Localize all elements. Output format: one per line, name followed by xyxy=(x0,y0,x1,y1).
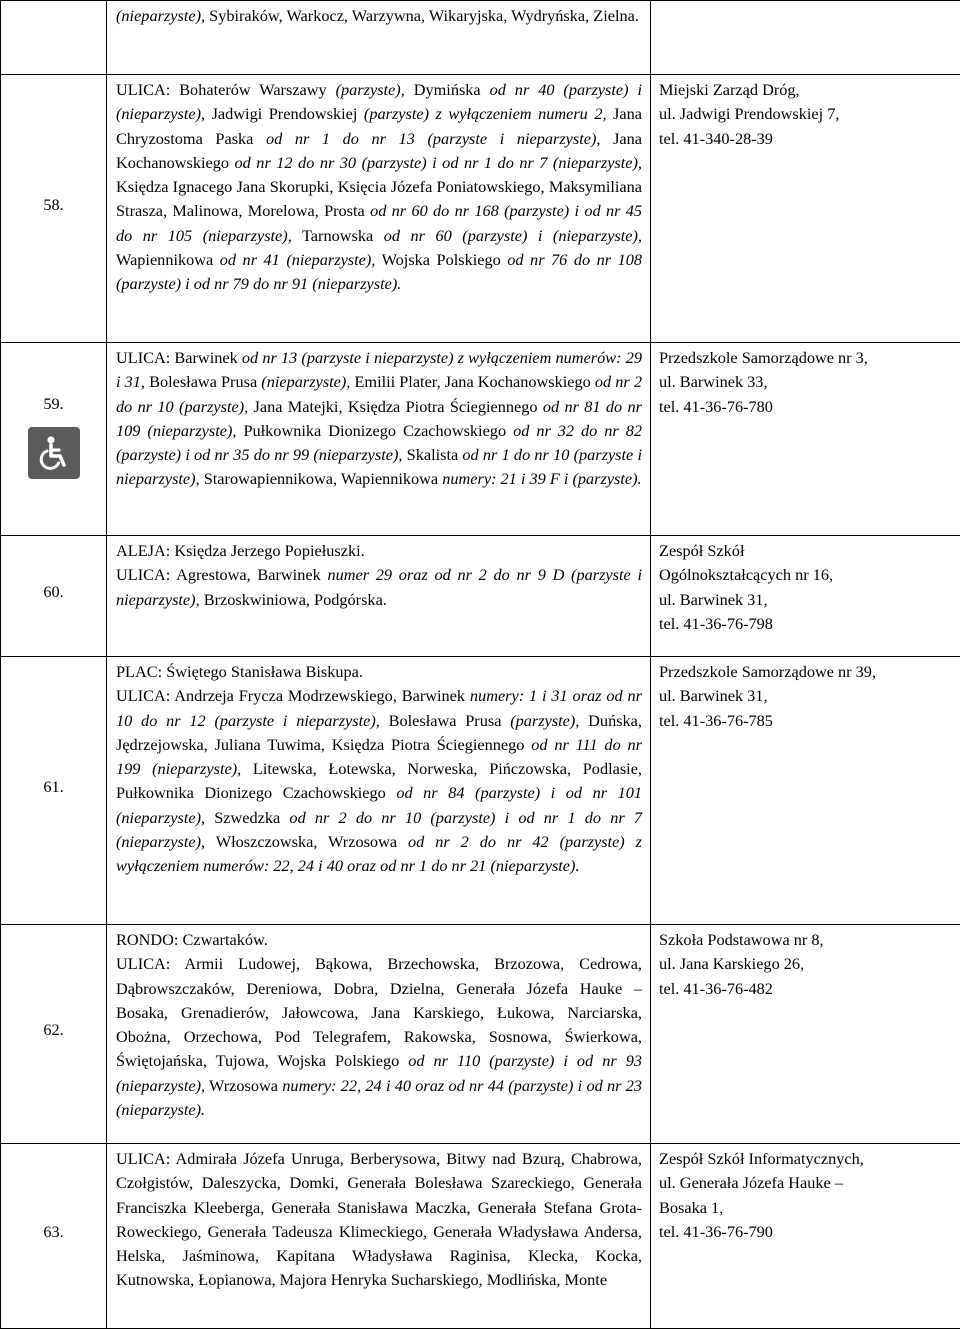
street-names-text: Księdza Jerzego Popiełuszki. xyxy=(170,541,364,560)
street-names-text: Wojska Polskiego xyxy=(375,250,507,269)
polling-station-line: tel. 41-36-76-790 xyxy=(659,1220,954,1244)
row-number-cell xyxy=(1,657,107,925)
street-names-text: Świętego Stanisława Biskupa. xyxy=(162,662,363,681)
streets-cell xyxy=(107,1,651,75)
street-names-text: Czwartaków. xyxy=(178,930,267,949)
polling-station-cell xyxy=(651,925,960,1144)
street-names-text: Duńska, Jędrzejowska, Juliana Tuwima, Księdza Piotra Ściegiennego xyxy=(116,711,642,754)
street-names-text: Pułkownika Dionizego Czachowskiego xyxy=(236,421,513,440)
row-number: 59. xyxy=(43,392,63,416)
address-range-text: od nr 84 (parzyste) i od nr 101 (nieparzyste), xyxy=(116,783,642,826)
streets-cell xyxy=(107,1144,651,1329)
address-range-text: numery: 1 i 31 oraz od nr 10 do nr 12 (parzyste i nieparzyste), xyxy=(116,686,642,729)
street-names-text: Armii Ludowej, Bąkowa, Brzechowska, Brzozowa, Cedrowa, Dąbrowszczaków, Dereniowa, Dobra, Dzielna, Generała Józefa Hauke – Bosaka, Grenadierów, Jałowcowa, Jana Karskiego, Łukowa, Narciarska, Obożna, Orzechowa, Pod Telegrafem, Rakowska, Sosnowa, Świerkowa, Świętojańska, Tujowa, Wojska Polskiego xyxy=(116,954,642,1070)
address-range-text: numer 29 oraz od nr 2 do nr 9 D (parzyste i nieparzyste), xyxy=(116,565,642,608)
street-names-text: Księdza Ignacego Jana Skorupki, Księcia Józefa Poniatowskiego, Maksymiliana Strasza, Malinowa, Morelowa, Prosta xyxy=(116,177,642,220)
address-range-text: od nr 13 (parzyste i nieparzyste) z wyłączeniem numerów: 29 i 31, xyxy=(116,348,642,391)
polling-station-line: tel. 41-36-76-780 xyxy=(659,395,954,419)
street-names-text: Admirała Józefa Unruga, Berberysowa, Bitwy nad Bzurą, Chabrowa, Czołgistów, Daleszycka, Domki, Generała Bolesława Szareckiego, Generała Franciszka Kleeberga, Generała Stanisława Maczka, Generała Stefana Grota-Roweckiego, Generała Tadeusza Klimeckiego, Generała Władysława Andersa, Helska, Jaśminowa, Kapitana Władysława Raginisa, Klecka, Kocka, Kutnowska, Łopianowa, Majora Henryka Sucharskiego, Modlińska, Monte xyxy=(116,1149,642,1289)
polling-station-line: Zespół Szkół xyxy=(659,539,954,563)
row-number: 60. xyxy=(43,580,63,604)
row-number-wrapper xyxy=(7,580,100,604)
district-table-body xyxy=(1,1,960,1329)
street-names-text: Andrzeja Frycza Modrzewskiego, Barwinek xyxy=(170,686,470,705)
row-number-wrapper xyxy=(7,775,100,799)
polling-station-cell xyxy=(651,657,960,925)
table-row xyxy=(1,75,960,343)
address-range-text: od nr 111 do nr 199 (nieparzyste), xyxy=(116,735,642,778)
table-row xyxy=(1,536,960,657)
street-names-text: Włoszczowska, Wrzosowa xyxy=(205,832,408,851)
polling-station-line: Zespół Szkół Informatycznych, xyxy=(659,1147,954,1171)
row-number: 63. xyxy=(43,1220,63,1244)
streets-cell xyxy=(107,75,651,343)
street-names-text: Brzoskwiniowa, Podgórska. xyxy=(200,590,387,609)
polling-station-line: tel. 41-36-76-482 xyxy=(659,977,954,1001)
row-number: 58. xyxy=(43,193,63,217)
row-number-wrapper xyxy=(7,1018,100,1042)
row-number: 61. xyxy=(43,775,63,799)
polling-station-cell xyxy=(651,343,960,536)
address-range-text: od nr 12 do nr 30 (parzyste) i od nr 1 do nr 7 (nieparzyste), xyxy=(235,153,642,172)
street-names-text: Szwedzka xyxy=(205,808,289,827)
streets-cell xyxy=(107,536,651,657)
streets-cell xyxy=(107,925,651,1144)
polling-station-line: Przedszkole Samorządowe nr 39, xyxy=(659,660,954,684)
streets-cell xyxy=(107,343,651,536)
street-names-text: Bolesława Prusa xyxy=(145,372,261,391)
street-names-text: Wrzosowa xyxy=(205,1076,282,1095)
row-number-cell xyxy=(1,1,107,75)
polling-station-cell xyxy=(651,75,960,343)
street-names-text: ULICA: xyxy=(116,80,170,99)
street-names-text: ULICA: xyxy=(116,1149,170,1168)
street-names-text: PLAC: xyxy=(116,662,162,681)
address-range-text: od nr 76 do nr 108 (parzyste) i od nr 79 do nr 91 (nieparzyste). xyxy=(116,250,642,293)
street-names-text: Sybiraków, Warkocz, Warzywna, Wikaryjska, Wydryńska, Zielna. xyxy=(205,6,639,25)
street-names-text: ULICA: xyxy=(116,565,170,584)
row-number-wrapper xyxy=(7,193,100,217)
table-row xyxy=(1,657,960,925)
polling-station-line: ul. Barwinek 31, xyxy=(659,588,954,612)
address-range-text: od nr 2 do nr 42 (parzyste) z wyłączeniem numerów: 22, 24 i 40 oraz od nr 1 do nr 21 (nieparzyste). xyxy=(116,832,642,875)
polling-station-line: Bosaka 1, xyxy=(659,1196,954,1220)
row-number-wrapper xyxy=(7,392,100,478)
table-row xyxy=(1,1,960,75)
polling-station-line: ul. Generała Józefa Hauke – xyxy=(659,1171,954,1195)
polling-station-line: Ogólnokształcących nr 16, xyxy=(659,563,954,587)
polling-station-line: Miejski Zarząd Dróg, xyxy=(659,78,954,102)
polling-station-line: tel. 41-340-28-39 xyxy=(659,127,954,151)
address-range-text: od nr 41 (nieparzyste), xyxy=(220,250,376,269)
street-names-text: RONDO: xyxy=(116,930,178,949)
polling-station-line: tel. 41-36-76-785 xyxy=(659,709,954,733)
address-range-text: od nr 2 do nr 10 (parzyste) i od nr 1 do nr 7 (nieparzyste), xyxy=(116,808,642,851)
address-range-text: od nr 81 do nr 109 (nieparzyste), xyxy=(116,397,642,440)
address-range-text: od nr 60 do nr 168 (parzyste) i od nr 45 do nr 105 (nieparzyste), xyxy=(116,201,642,244)
row-number: 62. xyxy=(43,1018,63,1042)
street-names-text: ALEJA: xyxy=(116,541,170,560)
street-names-text: ULICA: xyxy=(116,954,170,973)
table-row xyxy=(1,925,960,1144)
address-range-text: (nieparzyste), xyxy=(261,372,350,391)
row-number-cell xyxy=(1,536,107,657)
street-names-text: Dymińska xyxy=(405,80,490,99)
street-names-text: Litewska, Łotewska, Norweska, Pińczowska, Podlasie, Pułkownika Dionizego Czachowskiego xyxy=(116,759,642,802)
table-row xyxy=(1,343,960,536)
address-range-text: od nr 32 do nr 82 (parzyste) i od nr 35 do nr 99 (nieparzyste), xyxy=(116,421,642,464)
row-number-cell xyxy=(1,925,107,1144)
address-range-text: od nr 1 do nr 10 (parzyste i nieparzyste), xyxy=(116,445,642,488)
street-names-text: Tarnowska xyxy=(292,226,384,245)
street-names-text: Bolesława Prusa xyxy=(380,711,510,730)
row-number-wrapper xyxy=(7,1220,100,1244)
polling-station-line: ul. Jadwigi Prendowskiej 7, xyxy=(659,102,954,126)
address-range-text: od nr 40 (parzyste) i (nieparzyste), xyxy=(116,80,642,123)
street-names-text: Bohaterów Warszawy xyxy=(170,80,335,99)
street-names-text: Agrestowa, Barwinek xyxy=(170,565,327,584)
row-number-cell xyxy=(1,343,107,536)
address-range-text: numery: 22, 24 i 40 oraz od nr 44 (parzyste) i od nr 23 (nieparzyste). xyxy=(116,1076,642,1119)
polling-station-cell xyxy=(651,1144,960,1329)
polling-station-line: Przedszkole Samorządowe nr 3, xyxy=(659,346,954,370)
street-names-text: Jana Chryzostoma Paska xyxy=(116,104,642,147)
polling-station-cell xyxy=(651,536,960,657)
polling-station-line: ul. Jana Karskiego 26, xyxy=(659,952,954,976)
address-range-text: (parzyste), xyxy=(336,80,405,99)
polling-station-cell xyxy=(651,1,960,75)
street-names-text: Emilii Plater, Jana Kochanowskiego xyxy=(350,372,595,391)
address-range-text: od nr 110 (parzyste) i od nr 93 (nieparzyste), xyxy=(116,1051,642,1094)
street-names-text: ULICA: xyxy=(116,348,170,367)
address-range-text: od nr 1 do nr 13 (parzyste i nieparzyste), xyxy=(266,129,601,148)
street-names-text: Starowapiennikowa, Wapiennikowa xyxy=(200,469,443,488)
polling-station-line: tel. 41-36-76-798 xyxy=(659,612,954,636)
street-names-text: Skalista xyxy=(402,445,462,464)
row-number-cell xyxy=(1,1144,107,1329)
polling-station-line: Szkoła Podstawowa nr 8, xyxy=(659,928,954,952)
street-names-text: Wapiennikowa xyxy=(116,250,220,269)
street-names-text: ULICA: xyxy=(116,686,170,705)
table-row xyxy=(1,1144,960,1329)
address-range-text: od nr 60 (parzyste) i (nieparzyste), xyxy=(384,226,642,245)
wheelchair-icon xyxy=(28,427,80,479)
street-names-text: Barwinek xyxy=(170,348,242,367)
address-range-text: (parzyste), xyxy=(510,711,579,730)
streets-cell xyxy=(107,657,651,925)
row-number-cell xyxy=(1,75,107,343)
polling-station-line: ul. Barwinek 31, xyxy=(659,684,954,708)
polling-station-line: ul. Barwinek 33, xyxy=(659,370,954,394)
street-names-text: Jana Kochanowskiego xyxy=(116,129,642,172)
address-range-text: od nr 2 do nr 10 (parzyste), xyxy=(116,372,642,415)
street-names-text: Jana Matejki, Księdza Piotra Ściegiennego xyxy=(248,397,543,416)
street-names-text: Jadwigi Prendowskiej xyxy=(205,104,364,123)
address-range-text: numery: 21 i 39 F i (parzyste). xyxy=(442,469,641,488)
address-range-text: (parzyste) z wyłączeniem numeru 2, xyxy=(364,104,607,123)
address-range-text: (nieparzyste), xyxy=(116,6,205,25)
